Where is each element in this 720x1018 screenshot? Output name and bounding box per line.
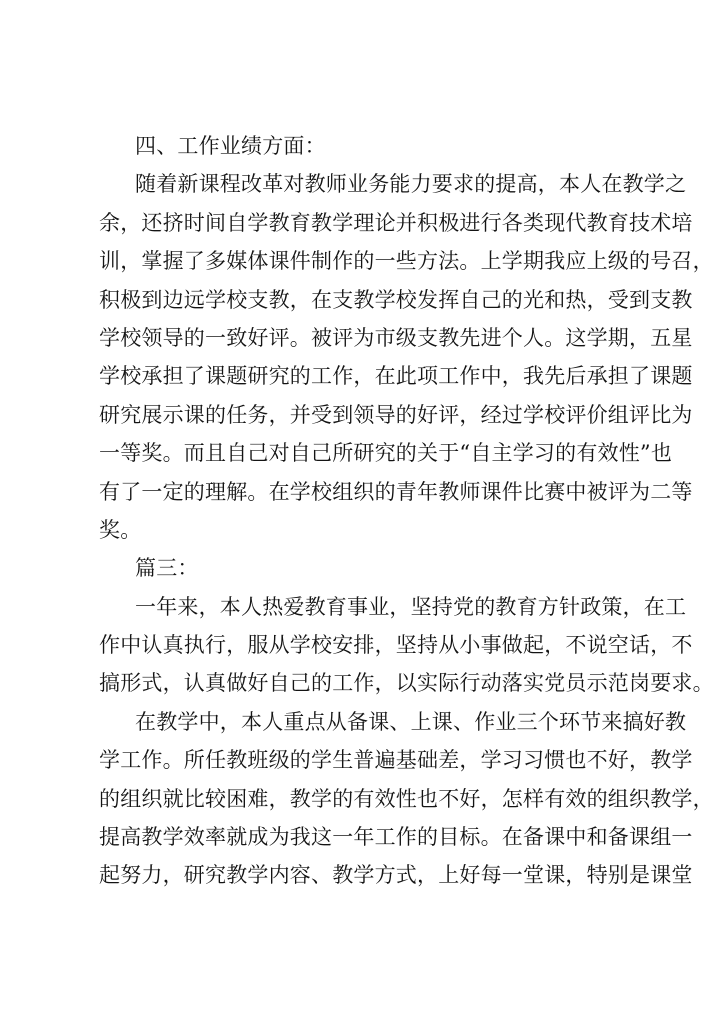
paragraph-line: 学校承担了课题研究的工作，在此项工作中，我先后承担了课题	[99, 364, 693, 389]
paragraph-line: 积极到边远学校支教，在支教学校发挥自己的光和热，受到支教	[99, 287, 693, 312]
section-heading: 四、工作业绩方面：	[135, 134, 326, 158]
paragraph-line: 在教学中，本人重点从备课、上课、作业三个环节来搞好教	[135, 709, 687, 734]
paragraph-line: 有了一定的理解。在学校组织的青年教师课件比赛中被评为二等	[99, 479, 693, 504]
paragraph-line: 作中认真执行，服从学校安排，坚持从小事做起，不说空话，不	[99, 633, 693, 658]
paragraph-line: 学校领导的一致好评。被评为市级支教先进个人。这学期，五星	[99, 325, 693, 350]
paragraph-line: 的组织就比较困难，教学的有效性也不好，怎样有效的组织教学，	[99, 786, 714, 811]
paragraph-line: 一等奖。而且自己对自己所研究的关于“自主学习的有效性”也	[99, 441, 673, 466]
paragraph-line: 起努力，研究教学内容、教学方式，上好每一堂课，特别是课堂	[99, 863, 693, 888]
paragraph-line: 奖。	[99, 517, 142, 542]
paragraph-line: 一年来，本人热爱教育事业，坚持党的教育方针政策，在工	[135, 594, 687, 619]
document-body	[99, 127, 714, 895]
paragraph-line: 训，掌握了多媒体课件制作的一些方法。上学期我应上级的号召，	[99, 249, 714, 274]
paragraph-line: 研究展示课的任务，并受到领导的好评，经过学校评价组评比为	[99, 402, 693, 427]
paragraph-line: 余，还挤时间自学教育教学理论并积极进行各类现代教育技术培	[99, 210, 693, 235]
paragraph-line: 随着新课程改革对教师业务能力要求的提高，本人在教学之	[135, 172, 687, 197]
paragraph-line: 搞形式，认真做好自己的工作，以实际行动落实党员示范岗要求。	[99, 671, 714, 696]
paragraph-line: 提高教学效率就成为我这一年工作的目标。在备课中和备课组一	[99, 825, 693, 850]
paragraph-line: 学工作。所任教班级的学生普遍基础差，学习习惯也不好，教学	[99, 748, 693, 773]
section-heading: 篇三：	[135, 556, 199, 581]
